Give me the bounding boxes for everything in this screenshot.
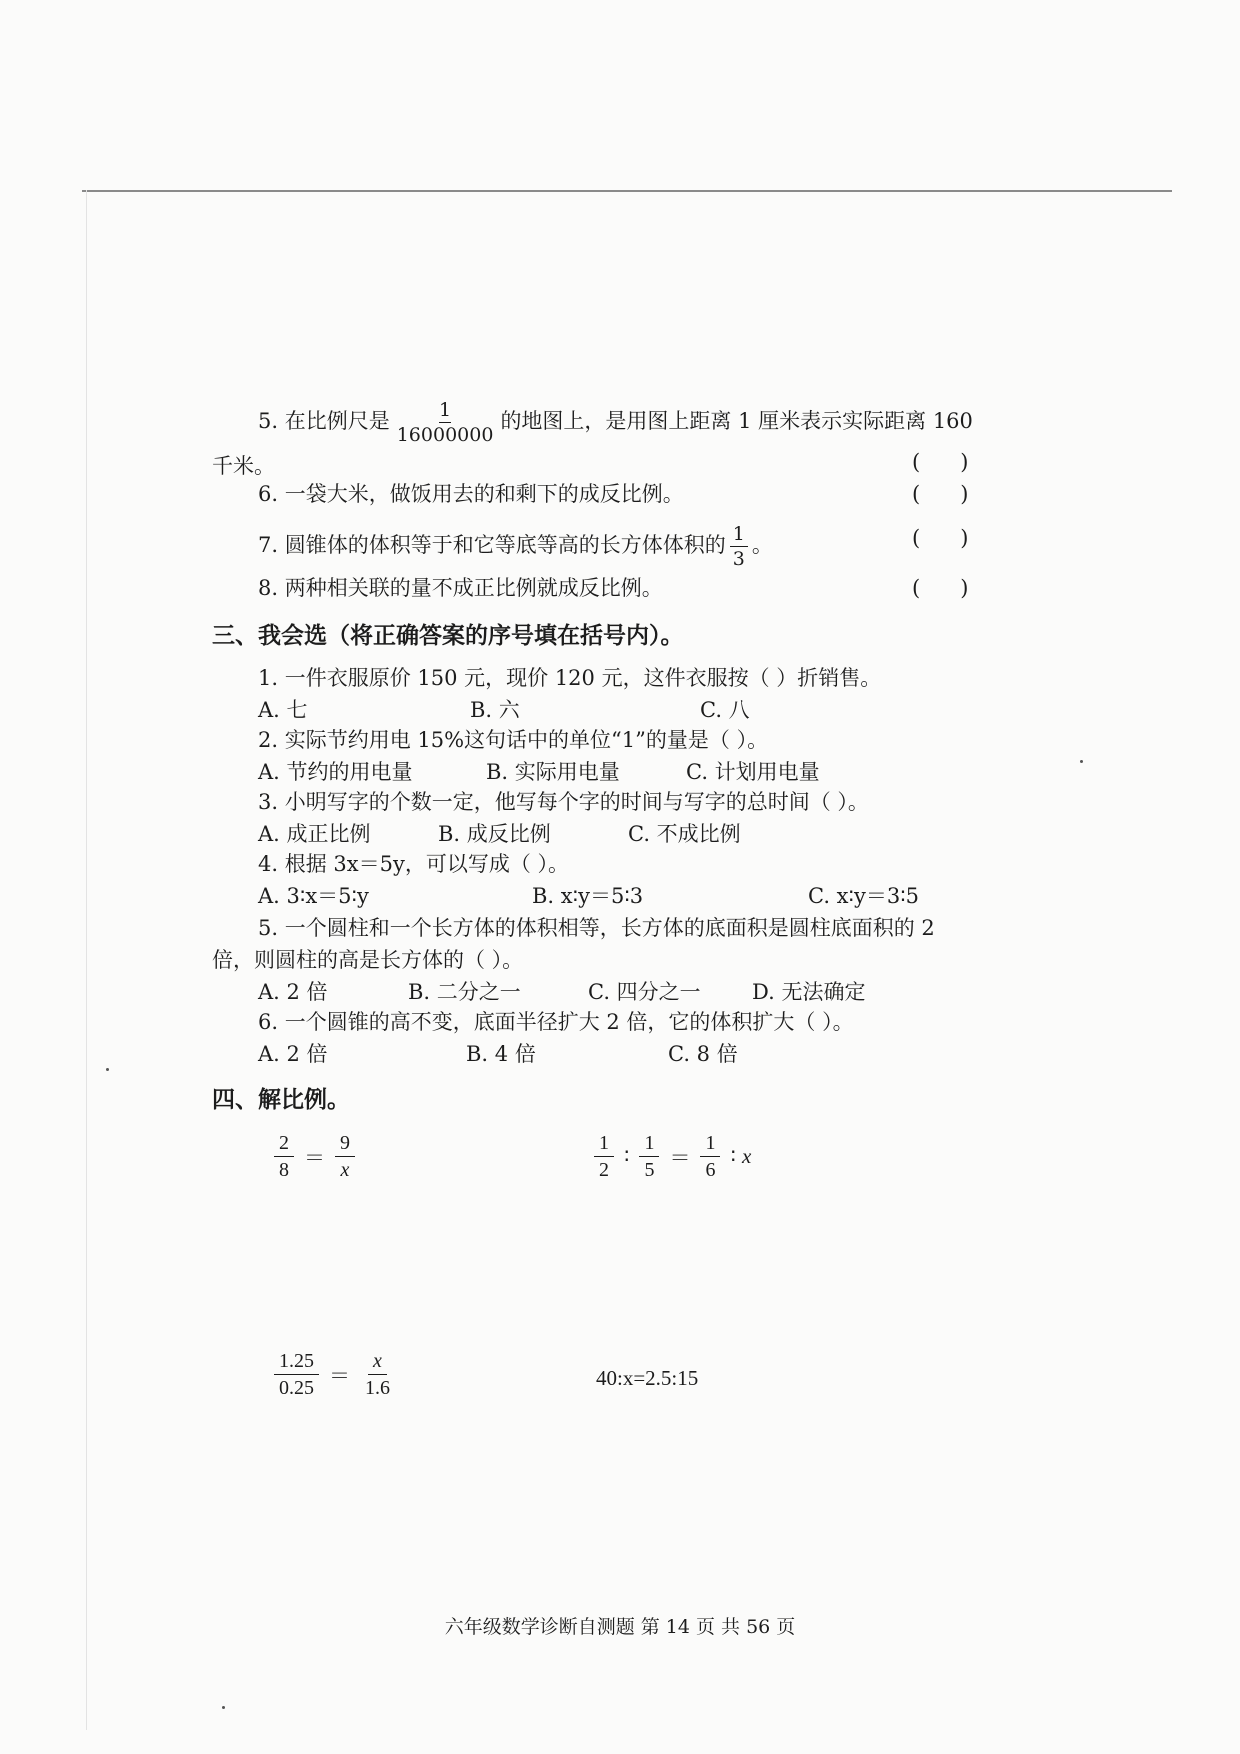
choice-q2-stem: 2. 实际节约用电 15%这句话中的单位“1”的量是（ ）。	[258, 728, 769, 752]
choice-q4-stem: 4. 根据 3x＝5y，可以写成（ ）。	[258, 852, 569, 876]
answer-paren-q7[interactable]: ( )	[912, 526, 969, 550]
fraction: $\frac{2}{8}$	[274, 1130, 294, 1183]
judge-q8: 8. 两种相关联的量不成正比例就成反比例。	[258, 576, 663, 600]
fraction: $\frac{1}{6}$	[700, 1130, 720, 1183]
choice-q2-option-c[interactable]: C. 计划用电量	[686, 760, 820, 784]
scan-speck	[106, 1068, 109, 1071]
judge-q6: 6. 一袋大米，做饭用去的和剩下的成反比例。	[258, 482, 684, 506]
choice-q5-stem-continued: 倍，则圆柱的高是长方体的（ ）。	[212, 948, 524, 972]
choice-q4-option-b[interactable]: B. x∶y＝5∶3	[532, 884, 644, 908]
judge-q7: 7. 圆锥体的体积等于和它等底等高的长方体体积的 $\frac{1}{3}$ 。	[258, 523, 773, 570]
fraction: $\frac{x}{1.6}$	[365, 1350, 390, 1399]
judge-q5-continued: 千米。	[212, 454, 275, 478]
choice-q5-option-d[interactable]: D. 无法确定	[752, 980, 866, 1004]
section-3-heading: 三、我会选（将正确答案的序号填在括号内）。	[212, 623, 684, 649]
choice-q5-option-c[interactable]: C. 四分之一	[588, 980, 701, 1004]
choice-q6-option-b[interactable]: B. 4 倍	[466, 1042, 536, 1066]
scan-speck	[222, 1706, 225, 1709]
fraction: $\frac{1}{5}$	[639, 1130, 659, 1183]
choice-q5-option-a[interactable]: A. 2 倍	[258, 980, 328, 1004]
answer-paren-q6[interactable]: ( )	[912, 482, 969, 506]
choice-q6-option-c[interactable]: C. 8 倍	[668, 1042, 738, 1066]
answer-paren-q8[interactable]: ( )	[912, 576, 969, 600]
choice-q3-option-a[interactable]: A. 成正比例	[258, 822, 371, 846]
choice-q4-option-a[interactable]: A. 3∶x＝5∶y	[258, 884, 369, 908]
choice-q1-option-c[interactable]: C. 八	[700, 698, 750, 722]
fraction-scale: $\frac{1}{16000000}$	[396, 399, 494, 446]
answer-paren-q5[interactable]: ( )	[912, 450, 969, 474]
page-top-rule	[82, 190, 1172, 192]
fraction-one-third: $\frac{1}{3}$	[730, 522, 748, 571]
choice-q1-option-b[interactable]: B. 六	[470, 698, 520, 722]
choice-q2-option-a[interactable]: A. 节约的用电量	[258, 760, 413, 784]
page-footer: 六年级数学诊断自测题 第 14 页 共 56 页	[444, 1616, 796, 1638]
proportion-eq-2: $\frac{1}{2}$ ∶ $\frac{1}{5}$ ＝ $\frac{1}{6}$ ∶ x	[590, 1130, 751, 1183]
choice-q5-option-b[interactable]: B. 二分之一	[408, 980, 521, 1004]
proportion-eq-4: 40:x=2.5:15	[596, 1366, 699, 1390]
fraction: $\frac{1.25}{0.25}$	[274, 1348, 319, 1401]
section-4-heading: 四、解比例。	[212, 1087, 350, 1113]
choice-q5-stem: 5. 一个圆柱和一个长方体的体积相等，长方体的底面积是圆柱底面积的 2	[258, 916, 935, 940]
choice-q2-option-b[interactable]: B. 实际用电量	[486, 760, 620, 784]
choice-q6-option-a[interactable]: A. 2 倍	[258, 1042, 328, 1066]
proportion-eq-3: $\frac{1.25}{0.25}$ ＝ $\frac{x}{1.6}$	[270, 1348, 399, 1401]
judge-q5: 5. 在比例尺是 $\frac{1}{16000000}$ 的地图上，是用图上距离 1 厘米表示实际距离 160	[258, 399, 973, 446]
fraction: $\frac{1}{2}$	[594, 1130, 614, 1183]
choice-q3-option-b[interactable]: B. 成反比例	[438, 822, 551, 846]
choice-q1-stem: 1. 一件衣服原价 150 元，现价 120 元，这件衣服按（ ）折销售。	[258, 666, 882, 690]
choice-q3-stem: 3. 小明写字的个数一定，他写每个字的时间与写字的总时间（ ）。	[258, 790, 869, 814]
choice-q3-option-c[interactable]: C. 不成比例	[628, 822, 741, 846]
scan-speck	[1080, 760, 1083, 763]
choice-q1-option-a[interactable]: A. 七	[258, 698, 308, 722]
fraction: $\frac{9}{x}$	[335, 1130, 355, 1183]
choice-q6-stem: 6. 一个圆锥的高不变，底面半径扩大 2 倍，它的体积扩大（ ）。	[258, 1010, 854, 1034]
scan-margin-line	[86, 190, 87, 1730]
choice-q4-option-c[interactable]: C. x∶y＝3∶5	[808, 884, 920, 908]
proportion-eq-1: $\frac{2}{8}$ ＝ $\frac{9}{x}$	[270, 1130, 359, 1183]
